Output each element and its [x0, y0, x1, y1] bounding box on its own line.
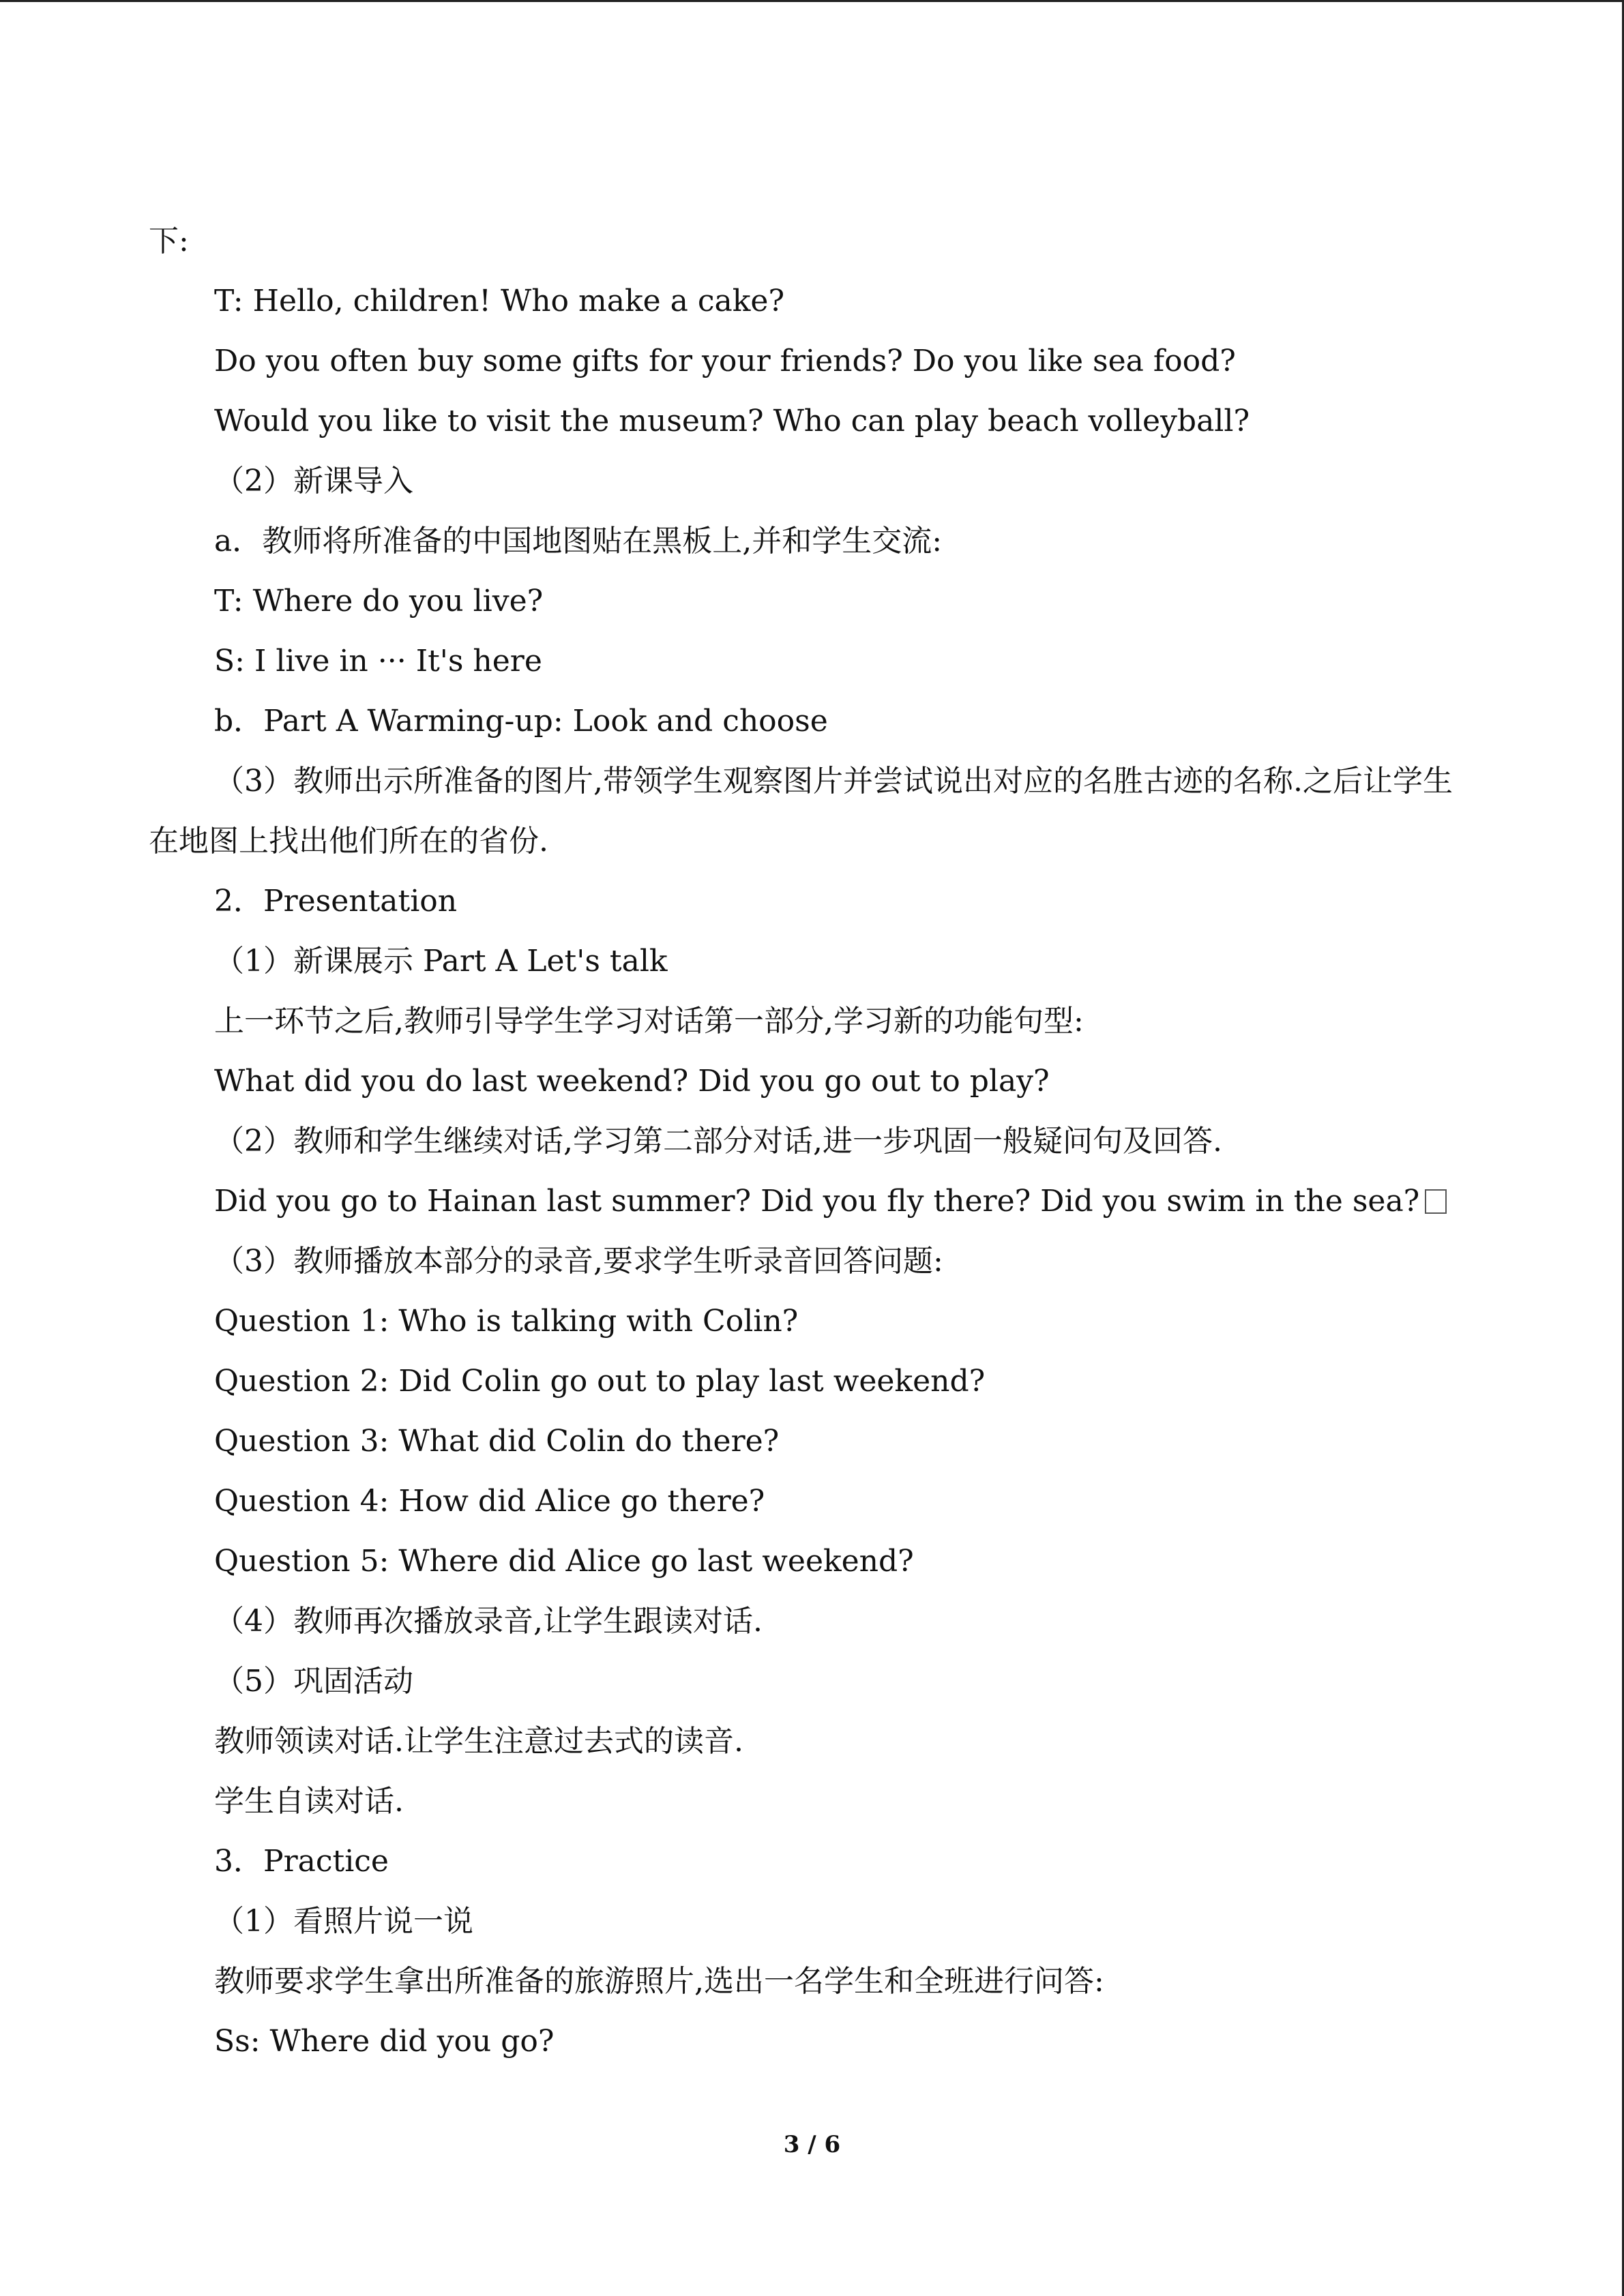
text-line: 教师领读对话.让学生注意过去式的读音. — [214, 1724, 743, 1759]
text-line: Ss: Where did you go? — [214, 2024, 555, 2059]
document-body — [149, 211, 1486, 2072]
text-paragraph: （3）教师出示所准备的图片,带领学生观察图片并尝试说出对应的名胜古迹的名称.之后让学生在地图上找出他们所在的省份. — [149, 764, 1453, 859]
text-line-content: Did you go to Hainan last summer? Did you fly there? Did you swim in the sea? — [214, 1184, 1420, 1219]
text-line: 学生自读对话. — [214, 1784, 404, 1819]
page-number: 3 / 6 — [783, 2131, 841, 2158]
question-line: Question 5: Where did Alice go last weekend? — [214, 1544, 914, 1579]
section-heading: 2．Presentation — [214, 884, 458, 919]
question-line: Question 2: Did Colin go out to play last weekend? — [214, 1364, 986, 1399]
section-heading: （2）新课导入 — [214, 464, 413, 498]
text-line: Do you often buy some gifts for your friends? Do you like sea food? — [214, 344, 1236, 378]
question-line: Question 4: How did Alice go there? — [214, 1484, 765, 1519]
text-line: （3）教师播放本部分的录音,要求学生听录音回答问题: — [214, 1244, 943, 1279]
text-line: 教师要求学生拿出所准备的旅游照片,选出一名学生和全班进行问答: — [214, 1964, 1104, 1999]
text-line: 下: — [149, 224, 189, 258]
top-border-line — [0, 0, 1624, 2]
text-line: Would you like to visit the museum? Who can play beach volleyball? — [214, 404, 1250, 438]
placeholder-box-icon — [1425, 1189, 1447, 1214]
text-line: T: Hello, children! Who make a cake? — [214, 284, 785, 318]
text-line: b．Part A Warming-up: Look and choose — [214, 704, 828, 739]
section-heading: （1）看照片说一说 — [214, 1904, 473, 1939]
question-line: Question 1: Who is talking with Colin? — [214, 1304, 799, 1339]
text-line: （4）教师再次播放录音,让学生跟读对话. — [214, 1604, 763, 1639]
text-line — [149, 1172, 1486, 1232]
section-heading: 3．Practice — [214, 1844, 389, 1879]
section-heading: （5）巩固活动 — [214, 1664, 413, 1699]
text-line: What did you do last weekend? Did you go out to play? — [214, 1064, 1050, 1099]
section-heading: （1）新课展示 Part A Let's talk — [214, 944, 668, 979]
text-line: a．教师将所准备的中国地图贴在黑板上,并和学生交流: — [214, 524, 943, 558]
question-line: Question 3: What did Colin do there? — [214, 1424, 780, 1459]
text-line: 上一环节之后,教师引导学生学习对话第一部分,学习新的功能句型: — [214, 1004, 1084, 1039]
text-line: （2）教师和学生继续对话,学习第二部分对话,进一步巩固一般疑问句及回答. — [214, 1124, 1222, 1159]
text-line: S: I live in ··· It's here — [214, 644, 542, 679]
text-line: T: Where do you live? — [214, 584, 544, 618]
